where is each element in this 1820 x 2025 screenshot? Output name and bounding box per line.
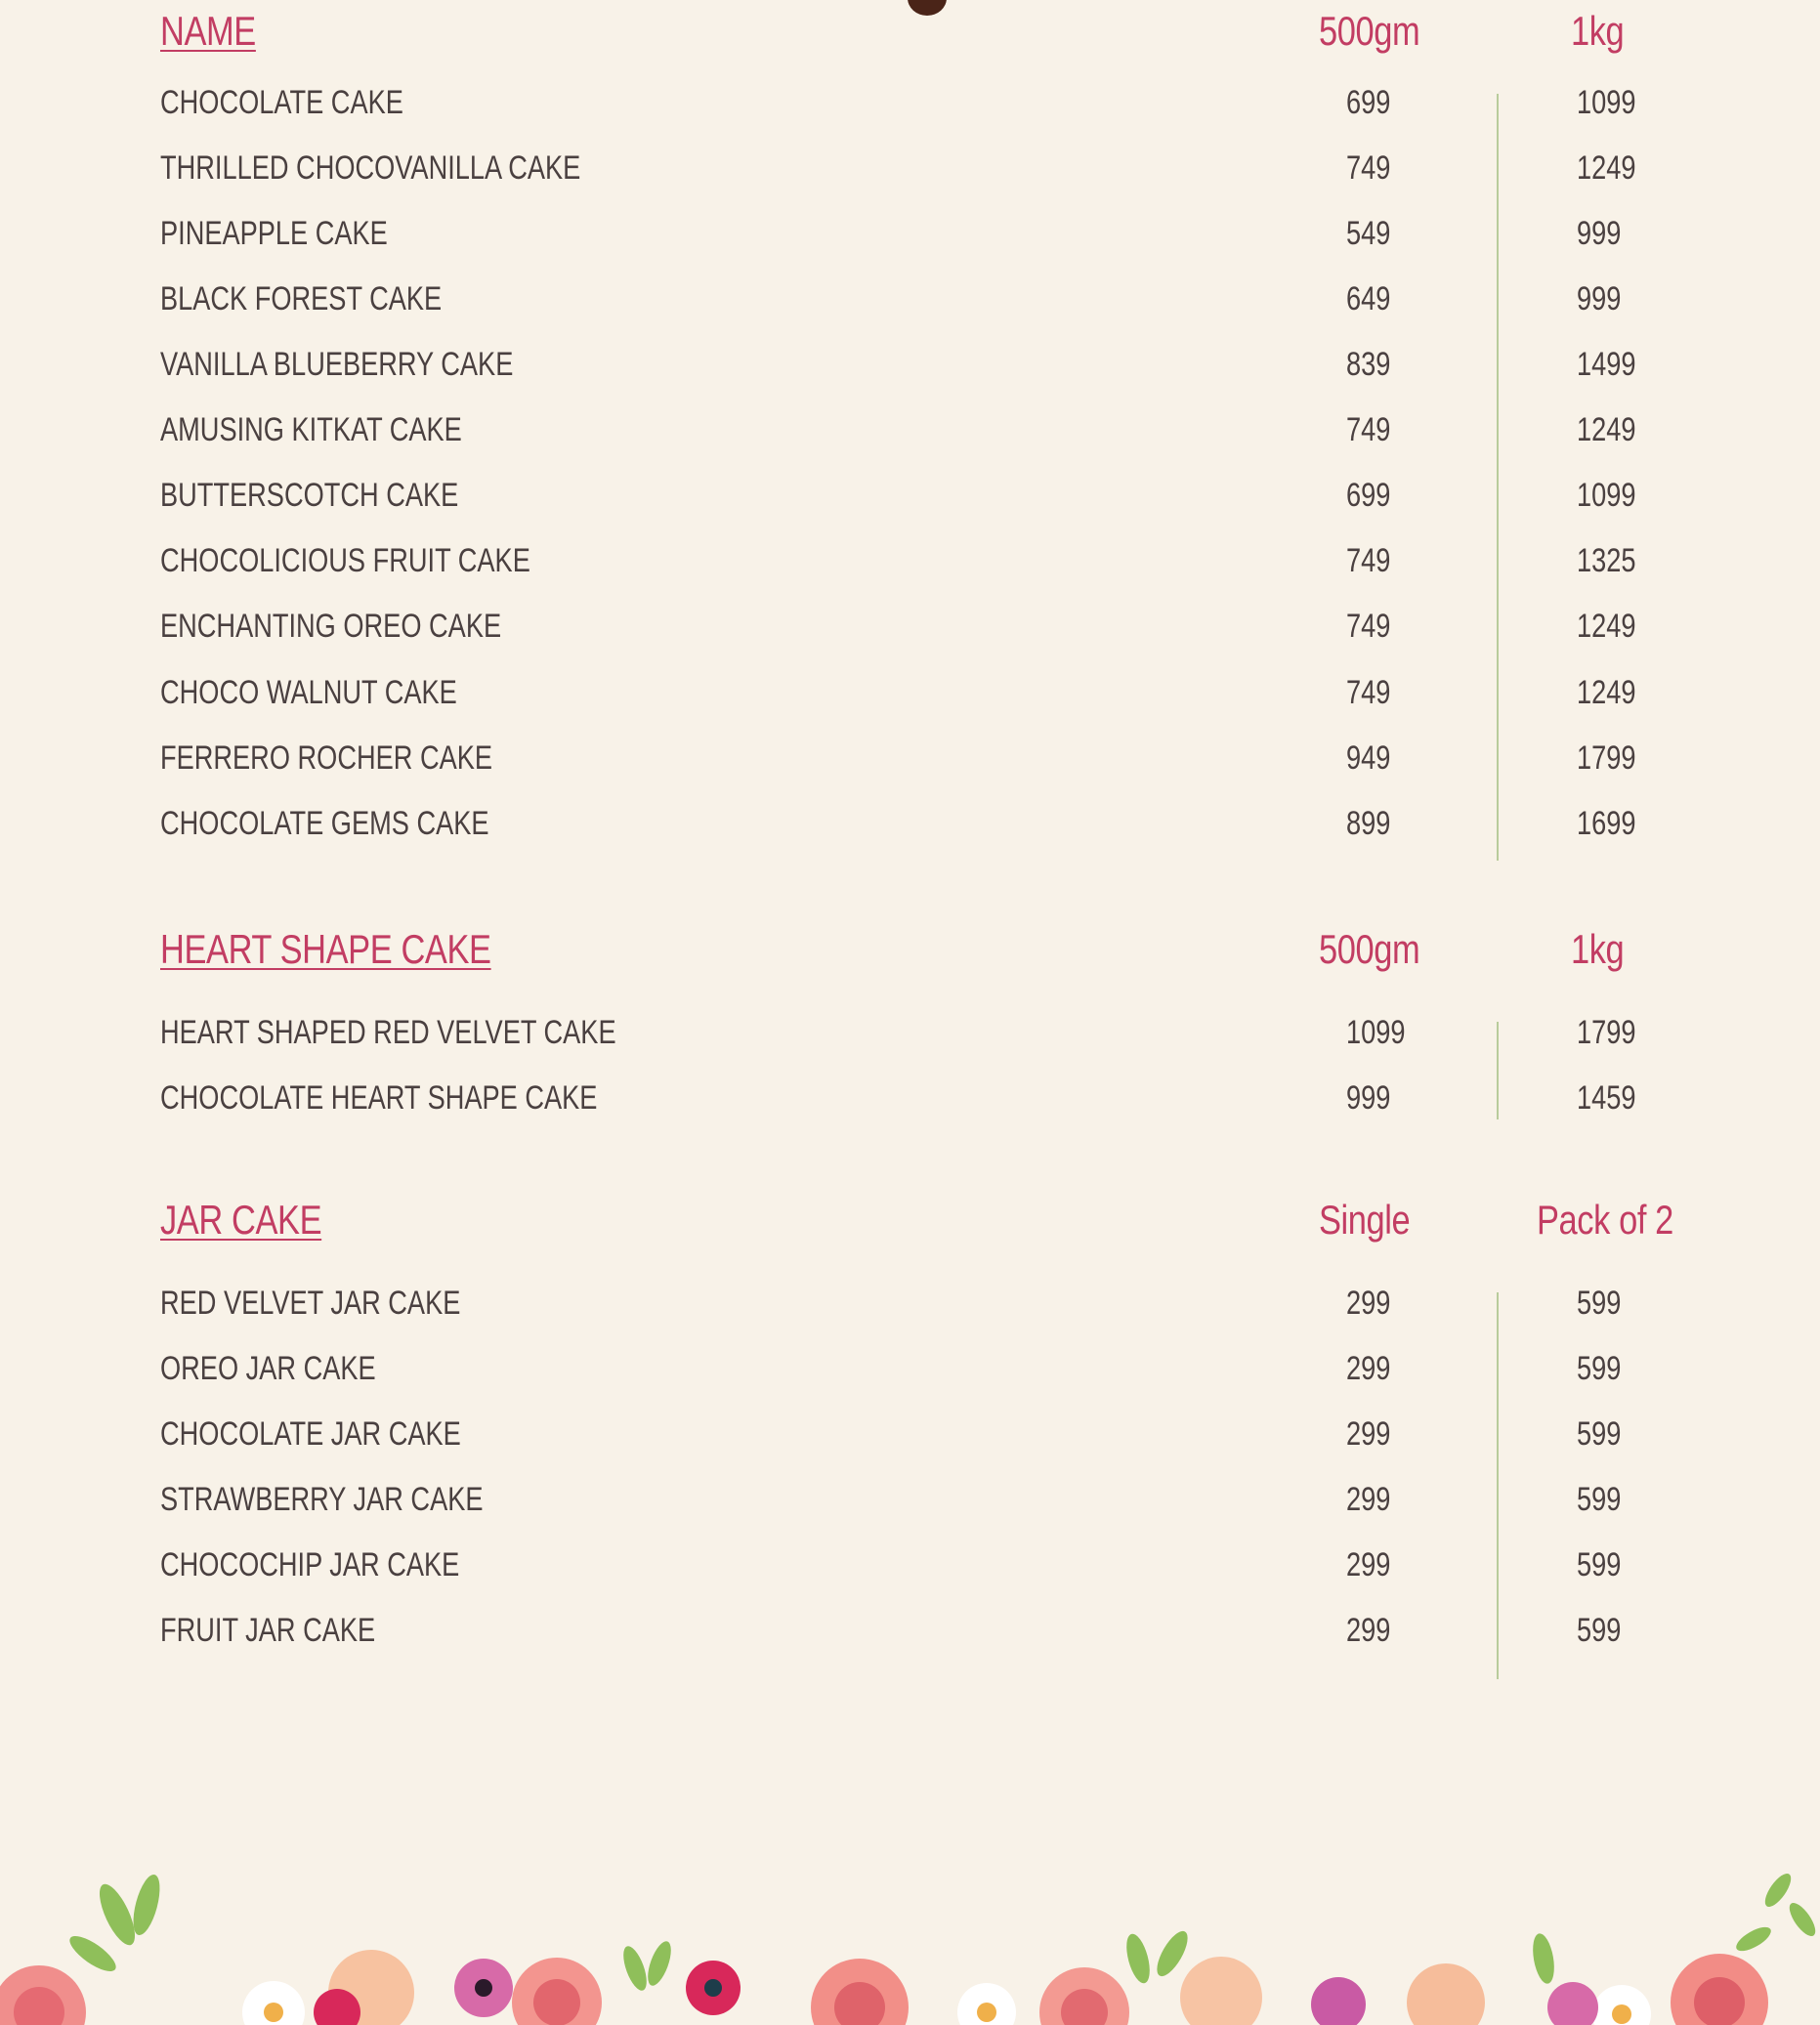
menu-row — [0, 739, 1820, 788]
item-name: CHOCOCHIP JAR CAKE — [160, 1546, 460, 1583]
price-1kg: 1799 — [1577, 1014, 1636, 1051]
menu-row — [0, 805, 1820, 854]
section-header — [0, 8, 1820, 66]
price-500gm: 1099 — [1346, 1014, 1406, 1051]
price-1kg: 1099 — [1577, 477, 1636, 514]
section-header — [0, 1197, 1820, 1255]
price-500gm: 649 — [1346, 280, 1391, 317]
menu-row — [0, 1285, 1820, 1333]
menu-row — [0, 215, 1820, 264]
menu-row — [0, 280, 1820, 329]
menu-row — [0, 1612, 1820, 1661]
menu-row — [0, 84, 1820, 133]
price-single: 299 — [1346, 1350, 1391, 1387]
item-name: OREO JAR CAKE — [160, 1350, 376, 1387]
menu-row — [0, 411, 1820, 460]
leaf-icon — [64, 1870, 1820, 1994]
menu-row — [0, 1014, 1820, 1063]
price-500gm: 549 — [1346, 215, 1391, 252]
item-name: RED VELVET JAR CAKE — [160, 1285, 461, 1322]
price-1kg: 1249 — [1577, 149, 1636, 187]
menu-row — [0, 477, 1820, 526]
menu-row — [0, 1415, 1820, 1464]
floral-border-decoration — [0, 1846, 1820, 2025]
price-pack-of-2: 599 — [1577, 1285, 1622, 1322]
item-name: ENCHANTING OREO CAKE — [160, 608, 502, 645]
price-pack-of-2: 599 — [1577, 1612, 1622, 1649]
section-header — [0, 926, 1820, 985]
price-1kg: 1099 — [1577, 84, 1636, 121]
item-name: CHOCO WALNUT CAKE — [160, 674, 457, 711]
price-1kg: 999 — [1577, 280, 1622, 317]
item-name: FERRERO ROCHER CAKE — [160, 739, 493, 777]
price-1kg: 1699 — [1577, 805, 1636, 842]
price-pack-of-2: 599 — [1577, 1481, 1622, 1518]
price-1kg: 1459 — [1577, 1079, 1636, 1117]
col-1kg-header: 1kg — [1571, 926, 1625, 972]
price-pack-of-2: 599 — [1577, 1415, 1622, 1453]
price-single: 299 — [1346, 1415, 1391, 1453]
price-500gm: 749 — [1346, 608, 1391, 645]
item-name: CHOCOLATE HEART SHAPE CAKE — [160, 1079, 598, 1117]
price-1kg: 1249 — [1577, 608, 1636, 645]
price-500gm: 749 — [1346, 149, 1391, 187]
item-name: BLACK FOREST CAKE — [160, 280, 443, 317]
price-single: 299 — [1346, 1546, 1391, 1583]
item-name: CHOCOLATE JAR CAKE — [160, 1415, 461, 1453]
price-500gm: 749 — [1346, 674, 1391, 711]
col-single-header: Single — [1319, 1197, 1411, 1243]
menu-row — [0, 149, 1820, 198]
item-name: VANILLA BLUEBERRY CAKE — [160, 346, 514, 383]
item-name: CHOCOLATE CAKE — [160, 84, 403, 121]
price-1kg: 1325 — [1577, 542, 1636, 579]
price-1kg: 999 — [1577, 215, 1622, 252]
col-500gm-header: 500gm — [1319, 8, 1420, 54]
price-single: 299 — [1346, 1285, 1391, 1322]
price-pack-of-2: 599 — [1577, 1350, 1622, 1387]
price-1kg: 1249 — [1577, 411, 1636, 448]
section-title: NAME — [160, 8, 256, 54]
price-500gm: 699 — [1346, 477, 1391, 514]
price-500gm: 949 — [1346, 739, 1391, 777]
price-single: 299 — [1346, 1481, 1391, 1518]
price-single: 299 — [1346, 1612, 1391, 1649]
menu-row — [0, 1546, 1820, 1595]
price-1kg: 1249 — [1577, 674, 1636, 711]
menu-row — [0, 674, 1820, 723]
col-pack-of-2-header: Pack of 2 — [1537, 1197, 1673, 1243]
item-name: THRILLED CHOCOVANILLA CAKE — [160, 149, 581, 187]
menu-row — [0, 608, 1820, 656]
item-name: AMUSING KITKAT CAKE — [160, 411, 462, 448]
section-title: JAR CAKE — [160, 1197, 322, 1243]
price-500gm: 899 — [1346, 805, 1391, 842]
item-name: CHOCOLICIOUS FRUIT CAKE — [160, 542, 530, 579]
menu-row — [0, 542, 1820, 591]
menu-row — [0, 346, 1820, 395]
item-name: PINEAPPLE CAKE — [160, 215, 388, 252]
price-1kg: 1799 — [1577, 739, 1636, 777]
section-title: HEART SHAPE CAKE — [160, 926, 491, 972]
menu-row — [0, 1481, 1820, 1530]
menu-row — [0, 1079, 1820, 1128]
price-500gm: 699 — [1346, 84, 1391, 121]
item-name: HEART SHAPED RED VELVET CAKE — [160, 1014, 616, 1051]
price-pack-of-2: 599 — [1577, 1546, 1622, 1583]
item-name: FRUIT JAR CAKE — [160, 1612, 376, 1649]
item-name: BUTTERSCOTCH CAKE — [160, 477, 459, 514]
price-500gm: 749 — [1346, 542, 1391, 579]
price-500gm: 749 — [1346, 411, 1391, 448]
item-name: CHOCOLATE GEMS CAKE — [160, 805, 489, 842]
pink-flower-icon — [314, 1959, 1598, 2025]
price-1kg: 1499 — [1577, 346, 1636, 383]
col-1kg-header: 1kg — [1571, 8, 1625, 54]
price-500gm: 999 — [1346, 1079, 1391, 1117]
item-name: STRAWBERRY JAR CAKE — [160, 1481, 484, 1518]
price-500gm: 839 — [1346, 346, 1391, 383]
menu-row — [0, 1350, 1820, 1399]
col-500gm-header: 500gm — [1319, 926, 1420, 972]
